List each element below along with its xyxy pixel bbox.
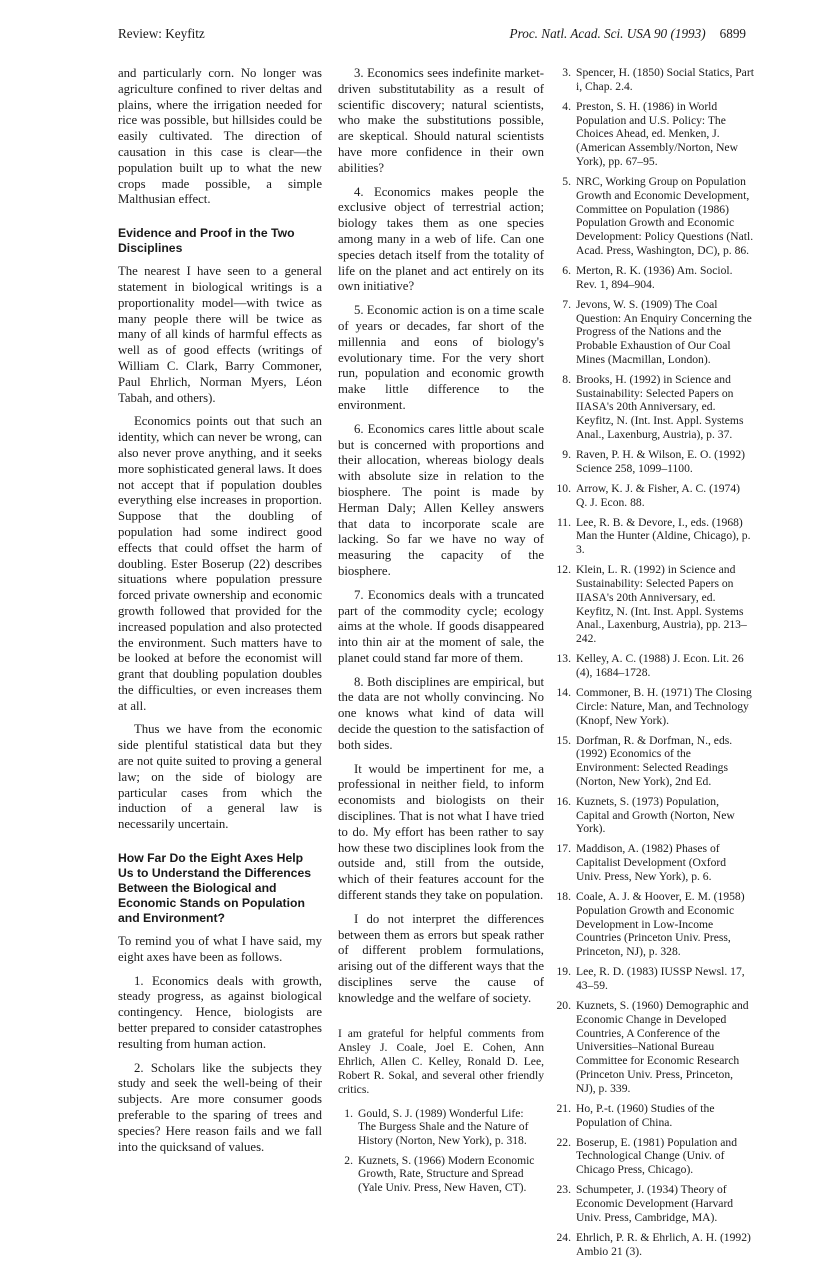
section-heading: How Far Do the Eight Axes Help Us to Understand the Differences Between the Biological and Economic Stands on Population and Environment? — [118, 851, 312, 926]
reference-item — [556, 1136, 754, 1177]
acknowledgments: I am grateful for helpful comments from Ansley J. Coale, Joel E. Cohen, Ann Ehrlich, Allen C. Kelley, Ronald D. Lee, Robert R. Sokal, and several other friendly critics. — [338, 1026, 544, 1096]
reference-item — [338, 1154, 544, 1195]
reference-text: Schumpeter, J. (1934) Theory of Economic Development (Harvard Univ. Press, Cambridge, MA). — [576, 1183, 734, 1224]
paragraph: 7. Economics deals with a truncated part of the commodity cycle; ecology aims at the whole. If goods disappeared into thin air at the moment of sale, the planet could stand far more of them. — [338, 587, 544, 665]
reference-number: 5. — [562, 174, 571, 188]
reference-item — [556, 965, 754, 993]
reference-item — [556, 373, 754, 442]
reference-number: 16. — [556, 794, 571, 808]
paragraph: 4. Economics makes people the exclusive object of terrestrial action; biology takes them as one species among many in a web of life. Can one species detach itself from the totality of life on the planet and act entirely on its own initiative? — [338, 184, 544, 294]
reference-number: 12. — [556, 563, 571, 577]
reference-item — [556, 890, 754, 959]
paragraph: 6. Economics cares little about scale but is concerned with proportions and their allocation, whereas biology deals with absolute size in relation to the biosphere. The point is made by Herman Daly; Allen Kelley answers that data to incorporate scale are lacking. So far we have no way of measuring the capacity of the biosphere. — [338, 421, 544, 578]
reference-text: Boserup, E. (1981) Population and Technological Change (Univ. of Chicago Press, Chicago). — [576, 1135, 738, 1177]
reference-text: Kuznets, S. (1960) Demographic and Economic Change in Developed Countries, A Conference of the Universities–National Bureau Committee for Economic Research (Princeton Univ. Press, Princeton, NJ), p. 339. — [576, 999, 749, 1095]
reference-item — [556, 842, 754, 883]
reference-number: 7. — [562, 297, 571, 311]
reference-item — [556, 66, 754, 94]
page-number: 6899 — [719, 26, 746, 41]
reference-number: 21. — [556, 1101, 571, 1115]
text-column-3 — [556, 66, 754, 1264]
reference-text: Kelley, A. C. (1988) J. Econ. Lit. 26 (4), 1684–1728. — [576, 652, 744, 679]
paragraph: Thus we have from the economic side plentiful statistical data but they are not quite suited to proving a general law; on the side of biology are particular cases from which the induction of a general law is necessarily uncertain. — [118, 722, 322, 832]
reference-item — [556, 175, 754, 258]
reference-text: Dorfman, R. & Dorfman, N., eds. (1992) Economics of the Environment: Selected Readings (Norton, New York), 2nd Ed. — [576, 733, 733, 788]
paragraph: It would be impertinent for me, a professional in neither field, to inform economists and biologists on their disciplines. That is not what I have tried to do. My effort has been rather to say how these two disciplines look from the outside and, still from the outside, which of their features account for the different stands they take on population. — [338, 761, 544, 903]
reference-text: Lee, R. D. (1983) IUSSP Newsl. 17, 43–59. — [576, 965, 745, 993]
reference-item — [556, 734, 754, 789]
reference-text: Commoner, B. H. (1971) The Closing Circle: Nature, Man, and Technology (Knopf, New York). — [576, 685, 752, 727]
text-column-2 — [338, 66, 544, 1200]
reference-text: Jevons, W. S. (1909) The Coal Question: An Enquiry Concerning the Progress of the Nations and the Probable Exhaustion of Our Coal Mines (Macmillan, London). — [576, 297, 752, 366]
paragraph: Economics points out that such an identity, which can never be wrong, can also never prove anything, and it seeks more sophisticated general laws. It does not accept that if population doubles everything else increases in proportion. Suppose that the doubling of population had some indirect good effects that could offset the harm of doubling. Ester Boserup (22) describes situations where population pressure forced private ownership and economic growth followed that provided for the increased population and also protected the environment. Such matters have to be looked at before the economist will grant that doubling population doubles the difficulties, or even increases them at all. — [118, 414, 322, 713]
reference-item — [556, 264, 754, 292]
reference-number: 6. — [562, 263, 571, 277]
reference-text: Spencer, H. (1850) Social Statics, Part i, Chap. 2.4. — [576, 66, 754, 93]
reference-number: 15. — [556, 733, 571, 747]
reference-number: 17. — [556, 842, 571, 856]
reference-list — [556, 66, 754, 1258]
reference-text: Preston, S. H. (1986) in World Population and U.S. Policy: The Choices Ahead, ed. Menken, J. (American Assembly/Norton, New York), pp. 67–95. — [576, 99, 738, 168]
reference-text: Lee, R. B. & Devore, I., eds. (1968) Man the Hunter (Aldine, Chicago), p. 3. — [576, 515, 751, 557]
paragraph: and particularly corn. No longer was agriculture confined to river deltas and plains, where the irrigation needed for rice was possible, but hillsides could be easily cultivated. The direction of causation in this case is clear—the population built up to what the new crops made possible, a simple Malthusian effect. — [118, 66, 322, 207]
paragraph: 1. Economics deals with growth, steady progress, as against biological contingency. Hence, biologists are better prepared to consider catastrophes resulting from human action. — [118, 973, 322, 1051]
reference-number: 14. — [556, 685, 571, 699]
reference-item — [556, 100, 754, 169]
section-heading: Evidence and Proof in the Two Disciplines — [118, 226, 295, 256]
reference-number: 22. — [556, 1135, 571, 1149]
reference-item — [556, 1231, 754, 1259]
reference-number: 9. — [562, 448, 571, 462]
reference-text: Kuznets, S. (1966) Modern Economic Growth, Rate, Structure and Spread (Yale Univ. Press, New Haven, CT). — [358, 1153, 535, 1195]
running-header — [118, 26, 746, 48]
reference-number: 1. — [344, 1106, 353, 1120]
journal-citation: Proc. Natl. Acad. Sci. USA 90 (1993) — [509, 26, 706, 41]
reference-text: Klein, L. R. (1992) in Science and Sustainability: Selected Papers on IIASA's 20th Anniversary, ed. Keyfitz, N. (Int. Inst. Appl. Systems Anal., Laxenburg, Austria), pp. 213–242. — [576, 563, 747, 646]
reference-list — [338, 1107, 544, 1195]
reference-text: Ehrlich, P. R. & Ehrlich, A. H. (1992) Ambio 21 (3). — [576, 1230, 751, 1258]
reference-number: 20. — [556, 999, 571, 1012]
reference-number: 19. — [556, 965, 571, 979]
reference-text: Ho, P.-t. (1960) Studies of the Population of China. — [576, 1101, 715, 1129]
reference-item — [556, 686, 754, 727]
reference-item — [556, 448, 754, 476]
reference-item — [556, 1183, 754, 1224]
reference-number: 24. — [556, 1230, 571, 1244]
reference-item — [556, 999, 754, 1096]
paragraph: 5. Economic action is on a time scale of years or decades, far short of the millennia and eons of biology's evolutionary time. For the very short run, population and economic growth make little difference to the environment. — [338, 303, 544, 412]
reference-number: 2. — [344, 1153, 353, 1167]
paragraph: To remind you of what I have said, my eight axes have been as follows. — [118, 934, 322, 964]
running-head-left: Review: Keyfitz — [118, 26, 205, 41]
reference-number: 13. — [556, 652, 571, 666]
reference-text: Coale, A. J. & Hoover, E. M. (1958) Population Growth and Economic Development in Low-Income Countries (Princeton Univ. Press, Princeton, NJ), p. 328. — [576, 890, 745, 959]
reference-item — [556, 516, 754, 557]
paragraph: 8. Both disciplines are empirical, but the data are not wholly convincing. No one knows what kind of data will decide the question to the satisfaction of both sides. — [338, 674, 544, 752]
reference-item — [556, 298, 754, 367]
reference-item — [338, 1107, 544, 1148]
reference-number: 3. — [562, 66, 571, 79]
reference-number: 11. — [556, 515, 571, 529]
paragraph: 2. Scholars like the subjects they study and seek the well-being of their subjects. Are more consumer goods preferable to the sparing of trees and species? Here reason fails and we fall into the quicksand of values. — [118, 1060, 322, 1154]
reference-item — [556, 482, 754, 510]
paragraph: 3. Economics sees indefinite market-driven substitutability as a result of scientific discovery; natural scientists, who make the substitutions possible, are skeptical. Should natural scientists have more confidence in their own abilities? — [338, 66, 544, 175]
reference-number: 10. — [556, 481, 571, 495]
reference-number: 8. — [562, 372, 571, 386]
reference-text: Gould, S. J. (1989) Wonderful Life: The Burgess Shale and the Nature of History (Norton, New York), p. 318. — [358, 1106, 529, 1148]
reference-text: Brooks, H. (1992) in Science and Sustainability: Selected Papers on IIASA's 20th Anniversary, ed. Keyfitz, N. (Int. Inst. Appl. Systems Anal., Laxenburg, Austria), p. 37. — [576, 372, 744, 442]
running-head-right — [510, 26, 746, 42]
reference-text: Merton, R. K. (1936) Am. Sociol. Rev. 1, 894–904. — [576, 263, 733, 291]
reference-number: 4. — [562, 99, 571, 113]
reference-text: Raven, P. H. & Wilson, E. O. (1992) Science 258, 1099–1100. — [576, 448, 746, 475]
reference-text: Kuznets, S. (1973) Population, Capital and Growth (Norton, New York). — [576, 794, 735, 836]
text-column-1 — [118, 66, 322, 1163]
paragraph: I do not interpret the differences between them as errors but speak rather of different problem formulations, arising out of the different ways that the disciplines serve the cause of knowledge and the welfare of society. — [338, 911, 544, 1005]
reference-item — [556, 1102, 754, 1130]
reference-item — [556, 652, 754, 680]
reference-number: 23. — [556, 1183, 571, 1197]
reference-text: NRC, Working Group on Population Growth and Economic Development, Committee on Population (1986) Population Growth and Economic Development: Policy Questions (Natl. Acad. Press, Washington, DC), p. 86. — [576, 174, 754, 257]
reference-item — [556, 795, 754, 836]
reference-item — [556, 563, 754, 646]
reference-text: Arrow, K. J. & Fisher, A. C. (1974) Q. J. Econ. 88. — [576, 481, 740, 509]
reference-number: 18. — [556, 890, 571, 904]
reference-text: Maddison, A. (1982) Phases of Capitalist Development (Oxford Univ. Press, New York), p. 6. — [576, 842, 727, 884]
paragraph: The nearest I have seen to a general statement in biological writings is a proportionality model—with twice as many people there will be twice as many of all kinds of harmful effects as well as of good effects (writings of William C. Clark, Barry Commoner, Paul Ehrlich, Norman Myers, Léon Tabah, and others). — [118, 264, 322, 405]
